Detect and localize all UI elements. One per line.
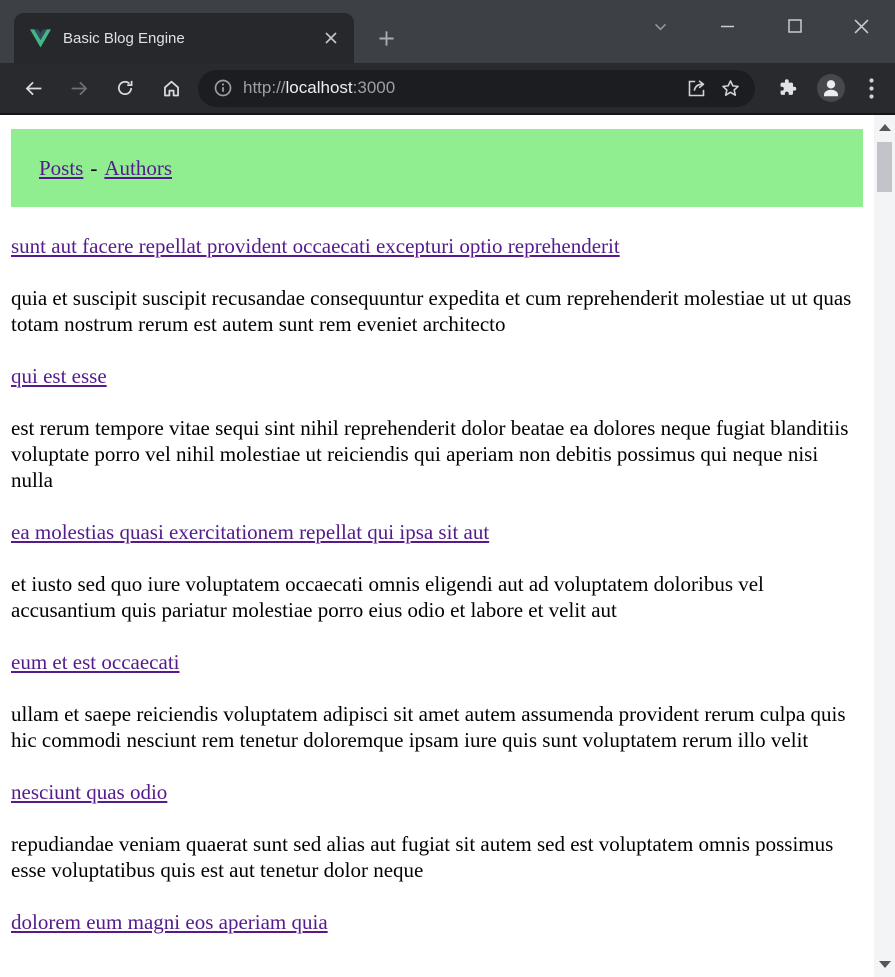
new-tab-button[interactable] <box>372 24 400 52</box>
tab-search-chevron-icon[interactable] <box>627 0 694 52</box>
window-controls <box>627 0 895 52</box>
tab-strip <box>0 0 895 63</box>
url-port: :3000 <box>352 78 396 97</box>
web-page <box>0 115 895 977</box>
post-item <box>11 909 863 935</box>
post-title <box>11 519 863 545</box>
post-title <box>11 233 863 259</box>
browser-toolbar <box>0 63 895 115</box>
close-icon[interactable] <box>828 0 895 52</box>
url-text[interactable] <box>243 78 679 98</box>
tab-title: Basic Blog Engine <box>63 29 185 47</box>
post-body: repudiandae veniam quaerat sunt sed alias aut fugiat sit autem sed est voluptatem omnis possimus esse voluptatibus quis est aut tenetur dolor neque <box>11 832 834 882</box>
puzzle-icon[interactable] <box>765 66 809 110</box>
reload-icon[interactable] <box>102 66 148 110</box>
post-item <box>11 519 863 623</box>
post-title <box>11 909 863 935</box>
post-title-link[interactable]: nesciunt quas odio <box>11 780 168 804</box>
post-title-link[interactable]: dolorem eum magni eos aperiam quia <box>11 910 328 934</box>
star-icon[interactable] <box>713 71 747 105</box>
share-icon[interactable] <box>679 71 713 105</box>
tab-close-icon[interactable] <box>318 25 344 51</box>
scroll-down-icon[interactable] <box>879 961 891 968</box>
post-body: quia et suscipit suscipit recusandae consequuntur expedita et cum reprehenderit molestiae ut ut quas totam nostrum rerum est autem sunt rem eveniet architecto <box>11 286 852 336</box>
info-icon[interactable] <box>213 78 233 98</box>
post-body: et iusto sed quo iure voluptatem occaecati omnis eligendi aut ad voluptatem doloribus vel accusantium quis pariatur molestiae porro eius odio et labore et velit aut <box>11 572 764 622</box>
home-icon[interactable] <box>148 66 194 110</box>
forward-icon[interactable] <box>56 66 102 110</box>
scroll-up-icon[interactable] <box>879 124 891 131</box>
post-title <box>11 649 863 675</box>
minimize-icon[interactable] <box>694 0 761 52</box>
post-title-link[interactable]: qui est esse <box>11 364 107 388</box>
post-body: est rerum tempore vitae sequi sint nihil reprehenderit dolor beatae ea dolores neque fugiat blanditiis voluptate porro vel nihil molestiae ut reiciendis qui aperiam non debitis possimus qui neque nisi nulla <box>11 416 849 492</box>
browser-tab[interactable] <box>14 13 354 63</box>
post-title-link[interactable]: sunt aut facere repellat provident occaecati excepturi optio reprehenderit <box>11 234 620 258</box>
avatar-icon[interactable] <box>809 66 853 110</box>
post-item <box>11 363 863 493</box>
post-title <box>11 779 863 805</box>
post-body: ullam et saepe reiciendis voluptatem adipisci sit amet autem assumenda provident rerum culpa quis hic commodi nesciunt rem tenetur doloremque ipsam iure quis sunt voluptatem rerum illo velit <box>11 702 846 752</box>
post-title <box>11 363 863 389</box>
url-host: localhost <box>285 78 353 97</box>
nav-link-posts[interactable]: Posts <box>39 155 84 180</box>
nav-separator: - <box>90 155 98 180</box>
post-item <box>11 649 863 753</box>
vue-favicon <box>30 29 51 48</box>
address-bar[interactable] <box>198 70 755 107</box>
url-protocol: http:// <box>243 78 286 97</box>
kebab-menu-icon[interactable] <box>853 66 889 110</box>
post-item <box>11 779 863 883</box>
vertical-scrollbar[interactable] <box>874 115 895 977</box>
nav-link-authors[interactable]: Authors <box>104 155 173 180</box>
page-content <box>0 115 874 977</box>
post-list <box>11 233 863 935</box>
maximize-icon[interactable] <box>761 0 828 52</box>
post-item <box>11 233 863 337</box>
post-title-link[interactable]: eum et est occaecati <box>11 650 180 674</box>
post-title-link[interactable]: ea molestias quasi exercitationem repellat qui ipsa sit aut <box>11 520 490 544</box>
scrollbar-thumb[interactable] <box>877 142 892 192</box>
back-icon[interactable] <box>10 66 56 110</box>
site-navbar <box>11 129 863 207</box>
